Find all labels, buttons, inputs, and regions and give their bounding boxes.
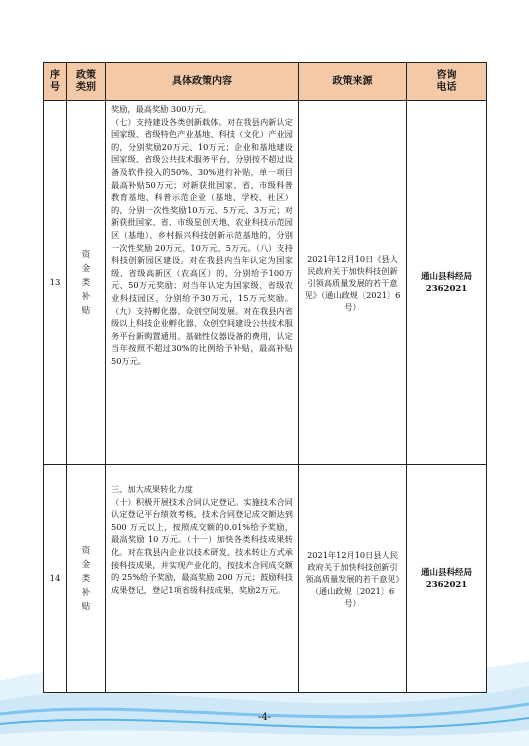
row-phone — [407, 101, 487, 465]
header-phone — [407, 63, 487, 101]
row-content-text: 三、加大成果转化力度 （十）积极开展技术合同认定登记。实施技术合同认定登记平台绩效考核，技术合同登记成交额达到 500 万元以上，按照成交额的0.01%给予奖励，最高奖励 10 万元。（十一）加快各类科技成果转化。对在我县内企业以技术研发、技术转让方式承接科技成果，并实现产业化的，按技术合同成交额的 25%给予奖励，最高奖励 200 万元；鼓励科技成果登记，登记1项省级科技成果，奖励2万元。 — [111, 484, 293, 595]
header-phone-line2: 电话 — [436, 81, 457, 93]
row-source: 2021年12月10日《县人民政府关于加快科技创新引领高质量发展的若干意见》（通山政规〔2021〕6 号） — [299, 101, 407, 465]
row-content-text: 奖励，最高奖励 300万元。 （七）支持建设各类创新载体。对在我县内新认定国家级、省级特色产业基地、科技（文化）产业园的，分别奖励20万元、10万元；企业和基地建设国家级、省级公共技术服务平台，分别按不超过设备及软件投入的50%、30%进行补贴，单一项目最高补贴50万元；对新获批国家、省、市级科普教育基地、科普示范企业（基地、学校、社区）的，分别一次性奖励10万元、5万元、3万元；对新获批国家、省、市级星创天地、农业科技示范园区（基地）、乡村振兴科技创新示范基地的，分别一次性奖励 20万元、10万元、5万元。（八）支持科技创新园区建设。对在我县内当年认定为国家级、省级高新区（农高区）的，分别给予100万元、50万元奖励；对当年认定为国家级、省级农业科技园区，分别给予30万元，15万元奖励。（九）支持孵化器、众创空间发展。对在我县内省级以上科技企业孵化器、众创空间建设公共技术服务平台新购置通用、基础性仪器设备的费用，认定当年按照不超过30%的比例给予补贴，最高补贴50万元。 — [111, 104, 293, 366]
category-char: 补 — [81, 587, 91, 598]
header-phone-line1: 咨询 — [436, 69, 457, 81]
category-char: 类 — [81, 277, 91, 288]
row-number: 14 — [44, 465, 67, 693]
category-char: 资 — [81, 545, 91, 556]
row-source: 2021年12月10日县人民政府关于加快科技创新引领高质量发展的若干意见》（通山政规〔2021〕6 号） — [299, 465, 407, 693]
header-category-line2: 类别 — [76, 81, 96, 93]
row-phone — [407, 465, 487, 693]
phone-department: 通山县科经局 — [420, 567, 472, 578]
row-content — [106, 101, 299, 465]
header-no-line1: 序 — [50, 69, 60, 81]
category-char: 类 — [81, 573, 91, 584]
policy-table — [43, 62, 487, 693]
category-char: 补 — [81, 291, 91, 302]
header-no-line2: 号 — [50, 81, 60, 93]
header-category-line1: 政策 — [76, 69, 96, 81]
phone-number: 2362021 — [425, 579, 468, 590]
row-number: 13 — [44, 101, 67, 465]
table-row — [44, 101, 487, 465]
header-no — [44, 63, 67, 101]
page-number: -4- — [257, 712, 272, 723]
header-content: 具体政策内容 — [106, 63, 299, 101]
category-char: 金 — [81, 559, 91, 570]
category-char: 资 — [81, 249, 91, 260]
category-char: 金 — [81, 263, 91, 274]
row-content — [106, 465, 299, 693]
header-category — [67, 63, 106, 101]
phone-department: 通山县科经局 — [420, 271, 472, 282]
table-header-row — [44, 63, 487, 101]
phone-number: 2362021 — [425, 283, 468, 294]
table-row — [44, 465, 487, 693]
category-char: 贴 — [81, 601, 91, 612]
row-category — [67, 465, 106, 693]
category-char: 贴 — [81, 305, 91, 316]
row-category — [67, 101, 106, 465]
header-source: 政策来源 — [299, 63, 407, 101]
